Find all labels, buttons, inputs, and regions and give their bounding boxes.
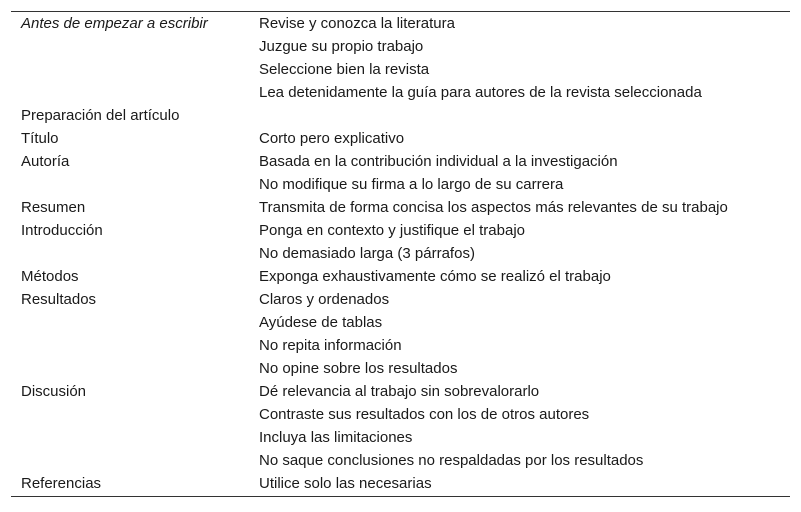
- recommendation-cell: Juzgue su propio trabajo: [259, 38, 424, 55]
- recommendation-cell: Ayúdese de tablas: [259, 314, 383, 331]
- recommendation-cell: No opine sobre los resultados: [259, 360, 458, 377]
- section-cell: [11, 426, 259, 449]
- section-cell: Antes de empezar a escribir: [21, 15, 208, 32]
- recommendation-cell: Transmita de forma concisa los aspectos más relevantes de su trabajo: [259, 199, 728, 216]
- recommendation-cell: Lea detenidamente la guía para autores de la revista seleccionada: [259, 84, 702, 101]
- recommendation-cell: Exponga exhaustivamente cómo se realizó el trabajo: [259, 268, 611, 285]
- table-row: [11, 35, 790, 58]
- section-cell: Discusión: [21, 383, 87, 400]
- recommendation-cell: [259, 104, 790, 127]
- recommendation-cell: No repita información: [259, 337, 402, 354]
- table-row: [11, 242, 790, 265]
- table-row: [11, 265, 790, 288]
- table-row: [11, 12, 790, 36]
- table-row: [11, 196, 790, 219]
- section-cell: Resumen: [21, 199, 86, 216]
- table-row: [11, 472, 790, 497]
- table-row: [11, 104, 790, 127]
- table-row: [11, 403, 790, 426]
- table-row: [11, 219, 790, 242]
- section-cell: [11, 35, 259, 58]
- section-cell: Título: [21, 130, 59, 147]
- table-body: [11, 12, 790, 497]
- recommendation-cell: No saque conclusiones no respaldadas por los resultados: [259, 452, 644, 469]
- table-row: [11, 81, 790, 104]
- table-row: [11, 127, 790, 150]
- recommendation-cell: Revise y conozca la literatura: [259, 15, 455, 32]
- section-cell: [11, 449, 259, 472]
- section-cell: [11, 357, 259, 380]
- section-cell: Preparación del artículo: [21, 107, 180, 124]
- table-row: [11, 311, 790, 334]
- table-row: [11, 58, 790, 81]
- recommendation-cell: No demasiado larga (3 párrafos): [259, 245, 475, 262]
- table-row: [11, 380, 790, 403]
- section-cell: [11, 81, 259, 104]
- table-row: [11, 357, 790, 380]
- section-cell: [11, 58, 259, 81]
- table-row: [11, 150, 790, 173]
- table-row: [11, 173, 790, 196]
- section-cell: [11, 242, 259, 265]
- recommendation-cell: Claros y ordenados: [259, 291, 390, 308]
- table-row: [11, 426, 790, 449]
- table-row: [11, 334, 790, 357]
- table-row: [11, 288, 790, 311]
- section-cell: Resultados: [21, 291, 97, 308]
- recommendation-cell: Corto pero explicativo: [259, 130, 405, 147]
- recommendation-cell: Utilice solo las necesarias: [259, 475, 432, 492]
- recommendation-cell: No modifique su firma a lo largo de su carrera: [259, 176, 564, 193]
- section-cell: [11, 311, 259, 334]
- table-row: [11, 449, 790, 472]
- guidelines-table: [11, 11, 790, 497]
- section-cell: Referencias: [21, 475, 102, 492]
- recommendation-cell: Dé relevancia al trabajo sin sobrevalorarlo: [259, 383, 540, 400]
- section-cell: [11, 334, 259, 357]
- recommendation-cell: Contraste sus resultados con los de otros autores: [259, 406, 590, 423]
- recommendation-cell: Ponga en contexto y justifique el trabajo: [259, 222, 526, 239]
- section-cell: Métodos: [21, 268, 79, 285]
- recommendation-cell: Basada en la contribución individual a la investigación: [259, 153, 618, 170]
- section-cell: [11, 173, 259, 196]
- section-cell: Autoría: [21, 153, 70, 170]
- recommendation-cell: Incluya las limitaciones: [259, 429, 413, 446]
- section-cell: [11, 403, 259, 426]
- recommendation-cell: Seleccione bien la revista: [259, 61, 430, 78]
- guidelines-table-container: [11, 11, 790, 497]
- section-cell: Introducción: [21, 222, 103, 239]
